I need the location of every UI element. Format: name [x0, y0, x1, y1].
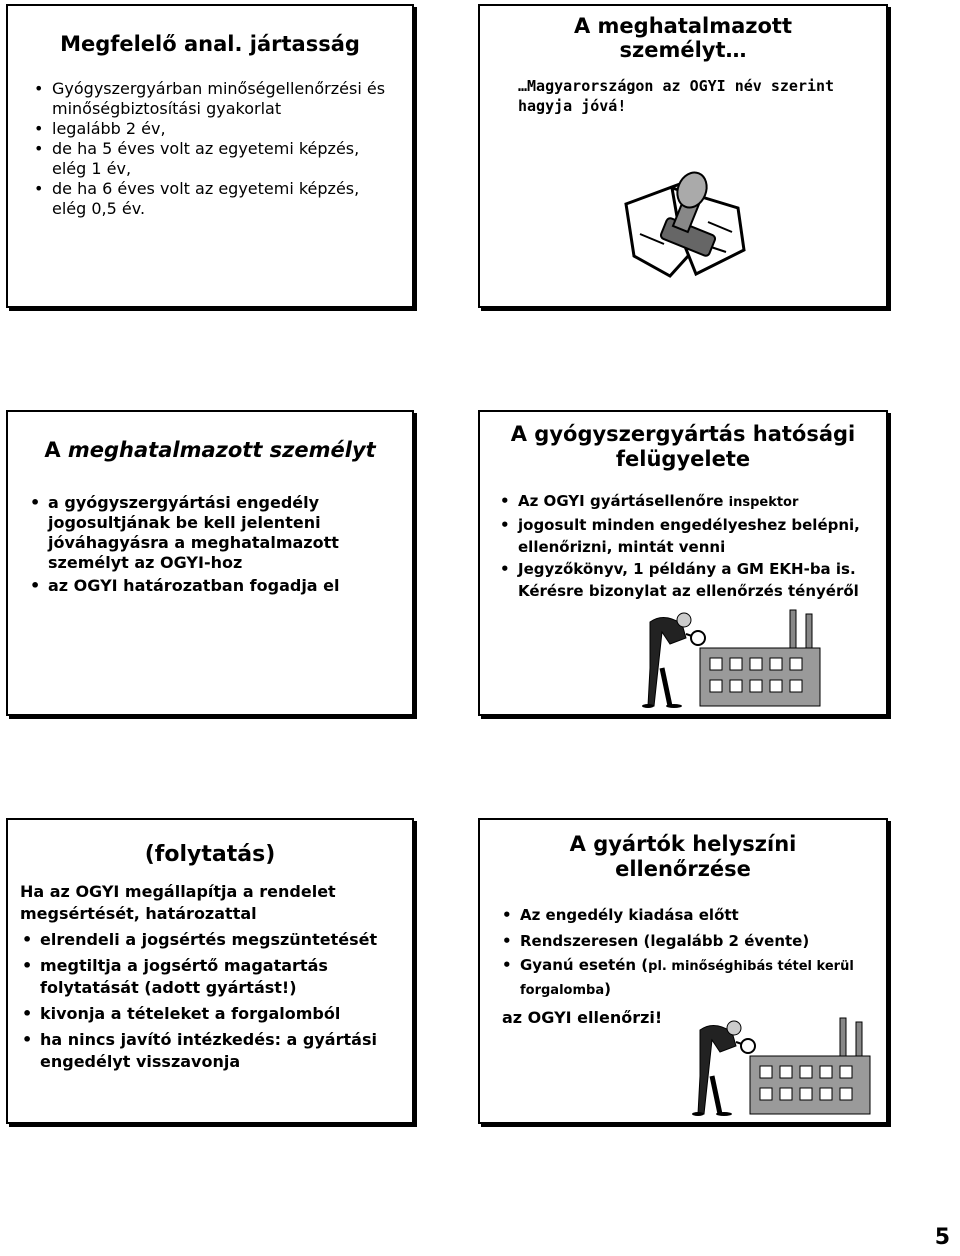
slide-5-intro: Ha az OGYI megállapítja a rendelet megsértését, határozattal — [20, 882, 336, 923]
list-item: • jogosult minden engedélyeshez belépni, ellenőrizni, mintát venni — [496, 514, 872, 558]
list-item — [498, 954, 872, 1002]
slide-2 — [478, 4, 888, 308]
slide-6-bullets — [498, 902, 872, 1002]
slide-1-title: Megfelelő anal. jártasság — [60, 32, 360, 56]
page-number: 5 — [934, 1225, 950, 1250]
list-item: • Gyógyszergyárban minőségellenőrzési és minőségbiztosítási gyakorlat — [30, 79, 392, 119]
slide-3-title-italic: meghatalmazott személyt — [67, 438, 376, 462]
slide-6-conclusion: az OGYI ellenőrzi! — [502, 1008, 663, 1027]
list-item: • ha nincs javító intézkedés: a gyártási engedélyt visszavonja — [18, 1029, 396, 1073]
slide-3-bullets — [26, 493, 392, 596]
slide-5 — [6, 818, 414, 1124]
list-item: • Jegyzőkönyv, 1 példány a GM EKH-ba is. Kérésre bizonylat az ellenőrzés tényéről — [496, 558, 872, 602]
list-item: • Az engedély kiadása előtt — [498, 902, 872, 928]
slide-4 — [478, 410, 888, 716]
slide-2-subtitle: …Magyarországon az OGYI név szerint hagyja jóvá! — [518, 77, 835, 115]
slide-6-title: A gyártók helyszíni ellenőrzése — [569, 832, 797, 881]
slide-1 — [6, 4, 414, 308]
list-item-text: Gyanú esetén ( — [520, 956, 649, 974]
list-item: • legalább 2 év, — [30, 119, 392, 139]
slide-3-title-plain: A — [44, 438, 68, 462]
slide-3 — [6, 410, 414, 716]
list-item: • megtiltja a jogsértő magatartás folytatását (adott gyártást!) — [18, 955, 396, 999]
slide-5-title: (folytatás) — [144, 842, 276, 867]
list-item: • de ha 6 éves volt az egyetemi képzés, elég 0,5 év. — [30, 179, 392, 219]
list-item: • elrendeli a jogsértés megszüntetését — [18, 929, 396, 951]
inspector-factory-icon — [690, 1016, 888, 1116]
list-item-small-text: pl. minőséghibás tétel kerül forgalomba — [520, 959, 854, 998]
list-item: • Rendszeresen (legalább 2 évente) — [498, 928, 872, 954]
list-item: • a gyógyszergyártási engedély jogosultjának be kell jelenteni jóváhagyásra a meghatalmazott személyt az OGYI-hoz — [26, 493, 392, 573]
list-item-text-end: ) — [604, 980, 611, 998]
slide-2-title: A meghatalmazott személyt… — [573, 14, 793, 62]
inspector-factory-icon — [640, 608, 860, 708]
slide-6 — [478, 818, 888, 1124]
slide-3-title — [8, 438, 412, 463]
list-item-text: Az OGYI gyártásellenőre — [518, 492, 729, 510]
slide-5-bullets — [18, 929, 396, 1073]
list-item: • de ha 5 éves volt az egyetemi képzés, elég 1 év, — [30, 139, 392, 179]
stamp-icon — [620, 164, 750, 294]
list-item: • kivonja a tételeket a forgalomból — [18, 1003, 396, 1025]
slide-4-title: A gyógyszergyártás hatósági felügyelete — [510, 422, 856, 471]
slide-4-bullets — [496, 490, 872, 602]
slide-1-bullets — [30, 79, 392, 219]
list-item: • az OGYI határozatban fogadja el — [26, 576, 392, 596]
list-item — [496, 490, 872, 514]
list-item-small-text: inspektor — [728, 495, 799, 510]
